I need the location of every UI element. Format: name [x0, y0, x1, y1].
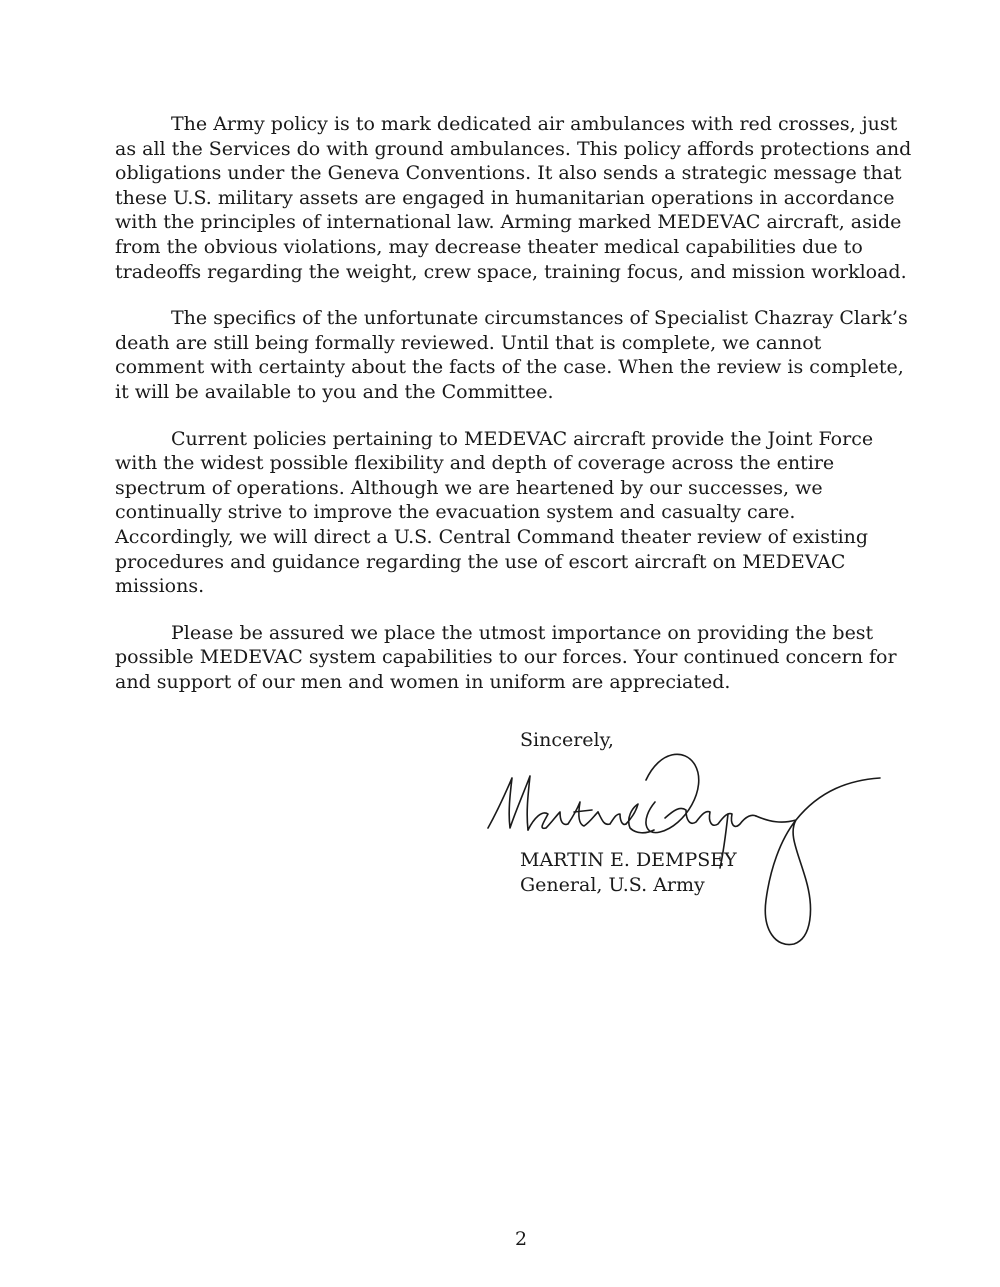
signer-name: MARTIN E. DEMPSEY	[520, 849, 737, 871]
signer-title: General, U.S. Army	[520, 874, 705, 896]
closing-salutation: Sincerely,	[520, 729, 614, 751]
paragraph-specialist-clark: The specifics of the unfortunate circumstances of Specialist Chazray Clark’s death are still being formally reviewed. Until that is complete, we cannot comment with certainty about the facts of the case. When the review is complete, it will be available to you and the Committee.	[115, 307, 908, 403]
paragraph-current-policies: Current policies pertaining to MEDEVAC aircraft provide the Joint Force with the widest possible flexibility and depth of coverage across the entire spectrum of operations. Although we are heartened by our successes, we continually strive to improve the evacuation system and casualty care. Accordingly, we will direct a U.S. Central Command theater review of existing procedures and guidance regarding the use of escort aircraft on MEDEVAC missions.	[115, 427, 874, 598]
page-number: 2	[514, 1228, 528, 1250]
paragraph-assurance: Please be assured we place the utmost importance on providing the best possible MEDEVAC system capabilities to our forces. Your continued concern for and support of our men and women in uniform are appreciated.	[115, 621, 897, 693]
letter-body	[115, 112, 915, 716]
paragraph-army-policy: The Army policy is to mark dedicated air ambulances with red crosses, just as all the Services do with ground ambulances. This policy affords protections and obligations under the Geneva Conventions. It also sends a strategic message that these U.S. military assets are engaged in humanitarian operations in accordance with the principles of international law. Arming marked MEDEVAC aircraft, aside from the obvious violations, may decrease theater medical capabilities due to tradeoffs regarding the weight, crew space, training focus, and mission workload.	[115, 113, 912, 283]
